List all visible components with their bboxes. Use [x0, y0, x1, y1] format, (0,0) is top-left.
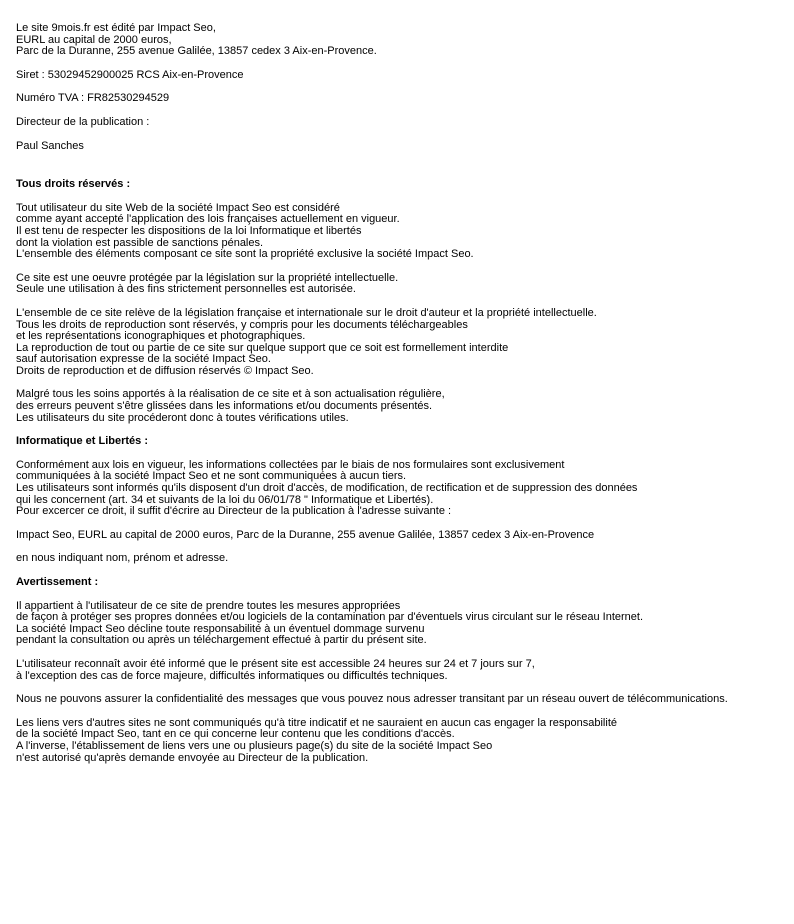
privacy-heading-block: [16, 436, 786, 448]
director-label-paragraph: [16, 117, 786, 129]
director-label: Directeur de la publication :: [16, 115, 150, 128]
paragraph-line: Tous les droits de reproduction sont réservés, y compris pour les documents téléchargeables: [16, 318, 468, 331]
rights-paragraph: [16, 308, 786, 378]
warning-paragraph: [16, 694, 786, 706]
publisher-line: Parc de la Duranne, 255 avenue Galilée, 13857 cedex 3 Aix-en-Provence.: [16, 45, 377, 58]
paragraph-line: La société Impact Seo décline toute responsabilité à un éventuel dommage survenu: [16, 622, 425, 635]
paragraph-line: à l'exception des cas de force majeure, difficultés informatiques ou difficultés techniques.: [16, 669, 448, 682]
paragraph-line: Pour excercer ce droit, il suffit d'écrire au Directeur de la publication à l'adresse suivante :: [16, 505, 452, 518]
rights-paragraph: [16, 389, 786, 424]
paragraph-line: et les représentations iconographiques et photographiques.: [16, 330, 306, 343]
director-name: Paul Sanches: [16, 139, 84, 152]
rights-paragraph: [16, 273, 786, 296]
paragraph-line: L'utilisateur reconnaît avoir été informé que le présent site est accessible 24 heures sur 24 et 7 jours sur 7,: [16, 657, 535, 670]
privacy-paragraph: [16, 553, 786, 565]
paragraph-line: Droits de reproduction et de diffusion réservés © Impact Seo.: [16, 364, 314, 377]
paragraph-line: Nous ne pouvons assurer la confidentialité des messages que vous pouvez nous adresser transitant par un réseau ouvert de télécommunications.: [16, 693, 728, 706]
paragraph-line: La reproduction de tout ou partie de ce site sur quelque support que ce soit est formellement interdite: [16, 341, 509, 354]
paragraph-line: des erreurs peuvent s'être glissées dans les informations et/ou documents présentés.: [16, 400, 433, 413]
paragraph-line: pendant la consultation ou après un téléchargement effectué à partir du présent site.: [16, 634, 427, 647]
paragraph-line: Les utilisateurs du site procéderont donc à toutes vérifications utiles.: [16, 411, 349, 424]
warning-paragraph: [16, 601, 786, 647]
paragraph-line: Les utilisateurs sont informés qu'ils disposent d'un droit d'accès, de modification, de rectification et de suppression des données: [16, 482, 638, 495]
paragraph-line: Ce site est une oeuvre protégée par la législation sur la propriété intellectuelle.: [16, 271, 399, 284]
paragraph-line: communiquées à la société Impact Seo et ne sont communiquées à aucun tiers.: [16, 470, 407, 483]
siret-paragraph: [16, 70, 786, 82]
paragraph-line: A l'inverse, l'établissement de liens vers une ou plusieurs page(s) du site de la société Impact Seo: [16, 739, 493, 752]
rights-heading-block: [16, 179, 786, 191]
paragraph-line: de façon à protéger ses propres données et/ou logiciels de la contamination par d'éventuels virus circulant sur le réseau Internet.: [16, 611, 644, 624]
warning-paragraph: [16, 718, 786, 764]
warning-heading: Avertissement :: [16, 576, 99, 588]
director-name-paragraph: [16, 141, 786, 153]
paragraph-line: Il est tenu de respecter les dispositions de la loi Informatique et libertés: [16, 224, 362, 237]
paragraph-line: L'ensemble de ce site relève de la législation française et internationale sur le droit d'auteur et la propriété intellectuelle.: [16, 306, 597, 319]
paragraph-line: sauf autorisation expresse de la société Impact Seo.: [16, 353, 271, 366]
privacy-paragraph: [16, 460, 786, 518]
paragraph-line: dont la violation est passible de sanctions pénales.: [16, 236, 264, 249]
privacy-heading: Informatique et Libertés :: [16, 435, 149, 448]
paragraph-line: Malgré tous les soins apportés à la réalisation de ce site et à son actualisation régulière,: [16, 388, 445, 401]
rights-heading: Tous droits réservés :: [16, 178, 131, 191]
privacy-address-paragraph: [16, 530, 786, 542]
paragraph-line: Conformément aux lois en vigueur, les informations collectées par le biais de nos formulaires sont exclusivement: [16, 458, 565, 471]
warning-heading-block: [16, 577, 786, 589]
paragraph-line: comme ayant accepté l'application des lois françaises actuellement en vigueur.: [16, 213, 400, 226]
paragraph-line: Les liens vers d'autres sites ne sont communiqués qu'à titre indicatif et ne sauraient en aucun cas engager la responsabilité: [16, 716, 617, 729]
paragraph-line: Il appartient à l'utilisateur de ce site de prendre toutes les mesures appropriées: [16, 599, 401, 612]
legal-notice-document: [16, 23, 786, 776]
publisher-line: EURL au capital de 2000 euros,: [16, 33, 172, 46]
paragraph-line: Impact Seo, EURL au capital de 2000 euros, Parc de la Duranne, 255 avenue Galilée, 13857 cedex 3 Aix-en-Provence: [16, 528, 595, 541]
tva-text: Numéro TVA : FR82530294529: [16, 92, 170, 105]
warning-paragraph: [16, 659, 786, 682]
paragraph-line: de la société Impact Seo, tant en ce qui concerne leur contenu que les conditions d'accès.: [16, 728, 455, 741]
rights-paragraph: [16, 203, 786, 261]
paragraph-line: en nous indiquant nom, prénom et adresse.: [16, 552, 229, 565]
paragraph-line: L'ensemble des éléments composant ce site sont la propriété exclusive la société Impact Seo.: [16, 248, 474, 261]
tva-paragraph: [16, 93, 786, 105]
paragraph-line: n'est autorisé qu'après demande envoyée au Directeur de la publication.: [16, 751, 369, 764]
paragraph-line: Tout utilisateur du site Web de la société Impact Seo est considéré: [16, 201, 340, 214]
publisher-address: [16, 23, 786, 58]
publisher-line: Le site 9mois.fr est édité par Impact Seo,: [16, 22, 216, 34]
paragraph-line: Seule une utilisation à des fins strictement personnelles est autorisée.: [16, 283, 356, 296]
siret-text: Siret : 53029452900025 RCS Aix-en-Provence: [16, 68, 244, 81]
paragraph-line: qui les concernent (art. 34 et suivants de la loi du 06/01/78 " Informatique et Libertés).: [16, 493, 434, 506]
